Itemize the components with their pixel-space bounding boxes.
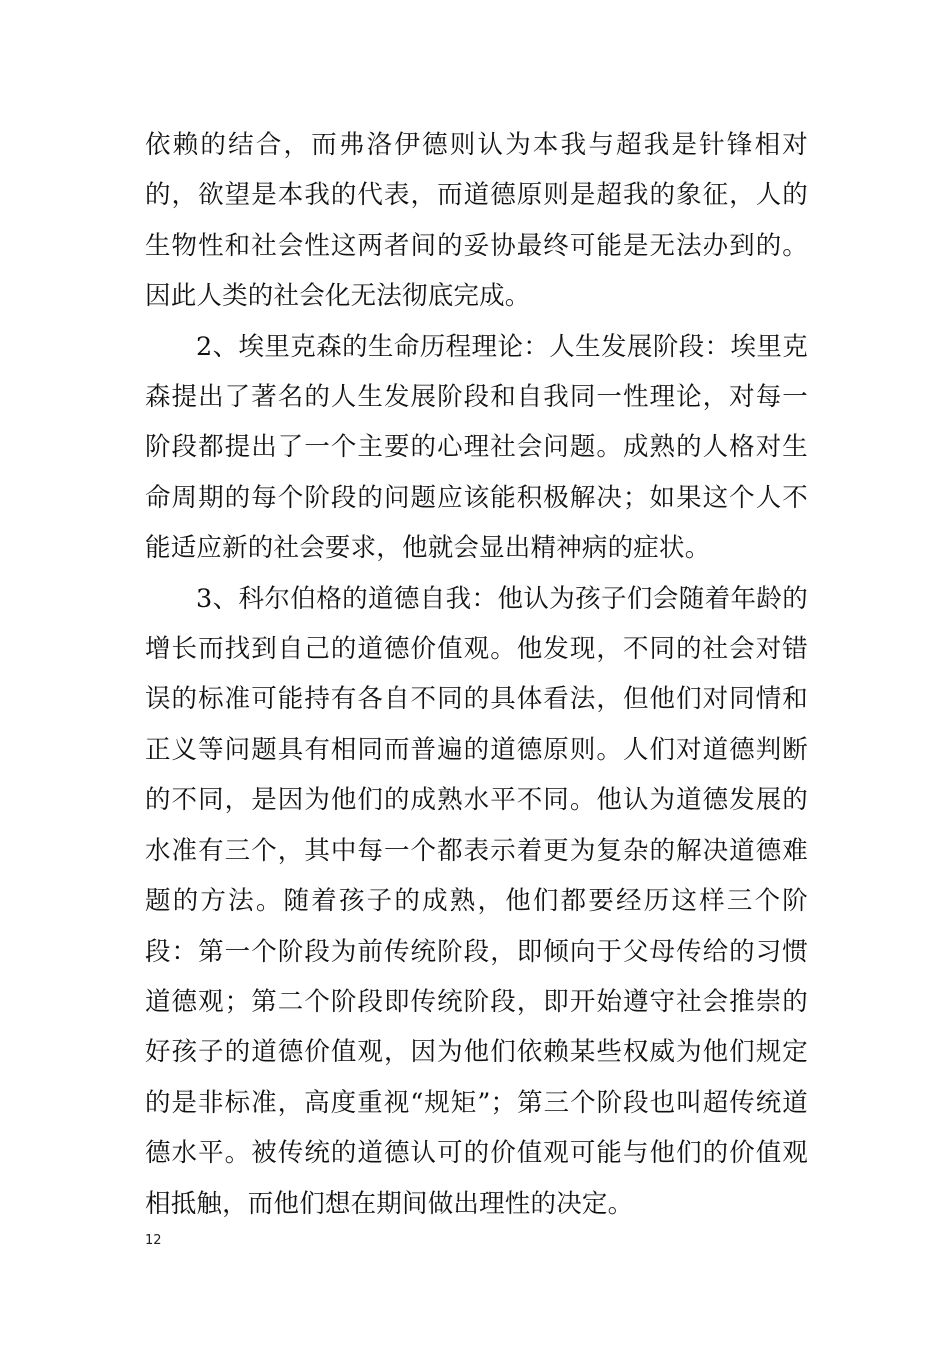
body-text: [145, 120, 808, 1229]
paragraph-kohlberg: 3、科尔伯格的道德自我：他认为孩子们会随着年龄的增长而找到自己的道德价值观。他发现，不同的社会对错误的标准可能持有各自不同的具体看法，但他们对同情和正义等问题具有相同而普遍的道德原则。人们对道德判断的不同，是因为他们的成熟水平不同。他认为道德发展的水准有三个，其中每一个都表示着更为复杂的解决道德难题的方法。随着孩子的成熟，他们都要经历这样三个阶段：第一个阶段为前传统阶段，即倾向于父母传给的习惯道德观；第二个阶段即传统阶段，即开始遵守社会推崇的好孩子的道德价值观，因为他们依赖某些权威为他们规定的是非标准，高度重视“规矩”；第三个阶段也叫超传统道德水平。被传统的道德认可的价值观可能与他们的价值观相抵触，而他们想在期间做出理性的决定。: [145, 583, 808, 1219]
page-number: 12: [145, 1233, 162, 1248]
paragraph-continuation: 依赖的结合，而弗洛伊德则认为本我与超我是针锋相对的，欲望是本我的代表，而道德原则是超我的象征，人的生物性和社会性这两者间的妥协最终可能是无法办到的。因此人类的社会化无法彻底完成。: [145, 130, 808, 312]
paragraph-erikson: 2、埃里克森的生命历程理论：人生发展阶段：埃里克森提出了著名的人生发展阶段和自我同一性理论，对每一阶段都提出了一个主要的心理社会问题。成熟的人格对生命周期的每个阶段的问题应该能积极解决；如果这个人不能适应新的社会要求，他就会显出精神病的症状。: [145, 331, 808, 564]
